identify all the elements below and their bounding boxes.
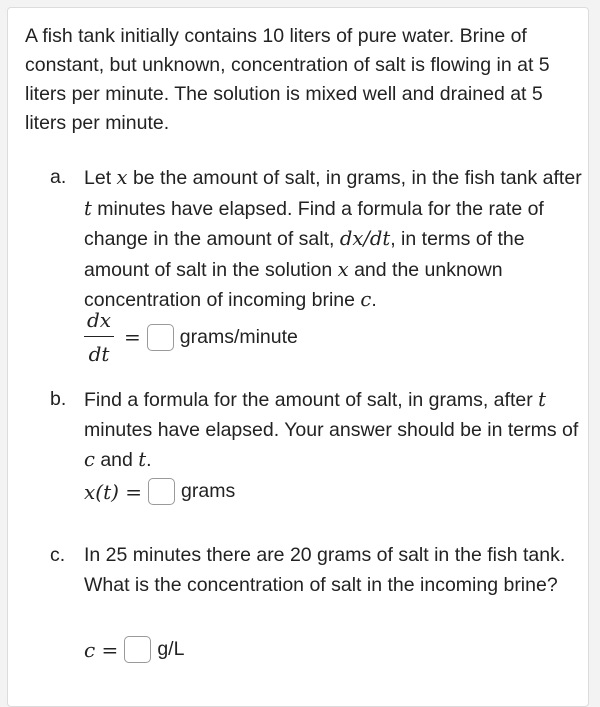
part-a-question: Let x be the amount of salt, in grams, in the fish tank after t minutes have elapsed. Find a formula for the rate of change in the amount of salt, dx/dt, in terms of the amount of salt in the solution x and the unknown concentration of incoming brine c.: [84, 166, 582, 311]
variable-t: t: [84, 196, 92, 220]
concentration-lhs: c =: [84, 637, 119, 662]
answer-input-c[interactable]: [124, 636, 151, 663]
unit-label: g/L: [157, 638, 185, 660]
part-c-answer-row: [84, 636, 184, 663]
part-a-label: a.: [50, 166, 67, 188]
variable-x: x: [337, 257, 349, 281]
problem-statement: A fish tank initially contains 10 liters of pure water. Brine of constant, but unknown, concentration of salt is flowing in at 5 liters per minute. The solution is mixed well and drained at 5 liters per minute.: [25, 25, 550, 134]
part-c-label: c.: [50, 544, 66, 566]
part-b-question: Find a formula for the amount of salt, in grams, after t minutes have elapsed. Your answer should be in terms of c and t.: [84, 388, 579, 471]
part-b-answer-row: [84, 478, 235, 505]
fraction-bar: [84, 336, 114, 337]
question-card: [7, 7, 589, 707]
answer-input-b[interactable]: [148, 478, 175, 505]
part-b-label: b.: [50, 388, 67, 410]
part-c-question: In 25 minutes there are 20 grams of salt in the fish tank. What is the concentration of salt in the incoming brine?: [84, 544, 566, 596]
unit-label: grams: [181, 480, 236, 502]
answer-input-a[interactable]: [147, 324, 174, 351]
fraction-numerator: dx: [86, 308, 112, 332]
unit-label: grams/minute: [179, 325, 298, 348]
fraction-denominator: dt: [88, 342, 110, 367]
variable-c: c: [360, 288, 372, 311]
variable-x: x: [116, 166, 128, 189]
variable-c: c: [84, 448, 95, 471]
part-a-answer-row: [84, 307, 298, 367]
function-lhs: x(t) =: [84, 479, 143, 504]
derivative-fraction: [84, 307, 114, 367]
derivative-dxdt: dx/dt: [339, 227, 391, 250]
equals-sign: =: [124, 325, 141, 350]
variable-t: t: [538, 388, 546, 411]
variable-t: t: [138, 448, 147, 471]
